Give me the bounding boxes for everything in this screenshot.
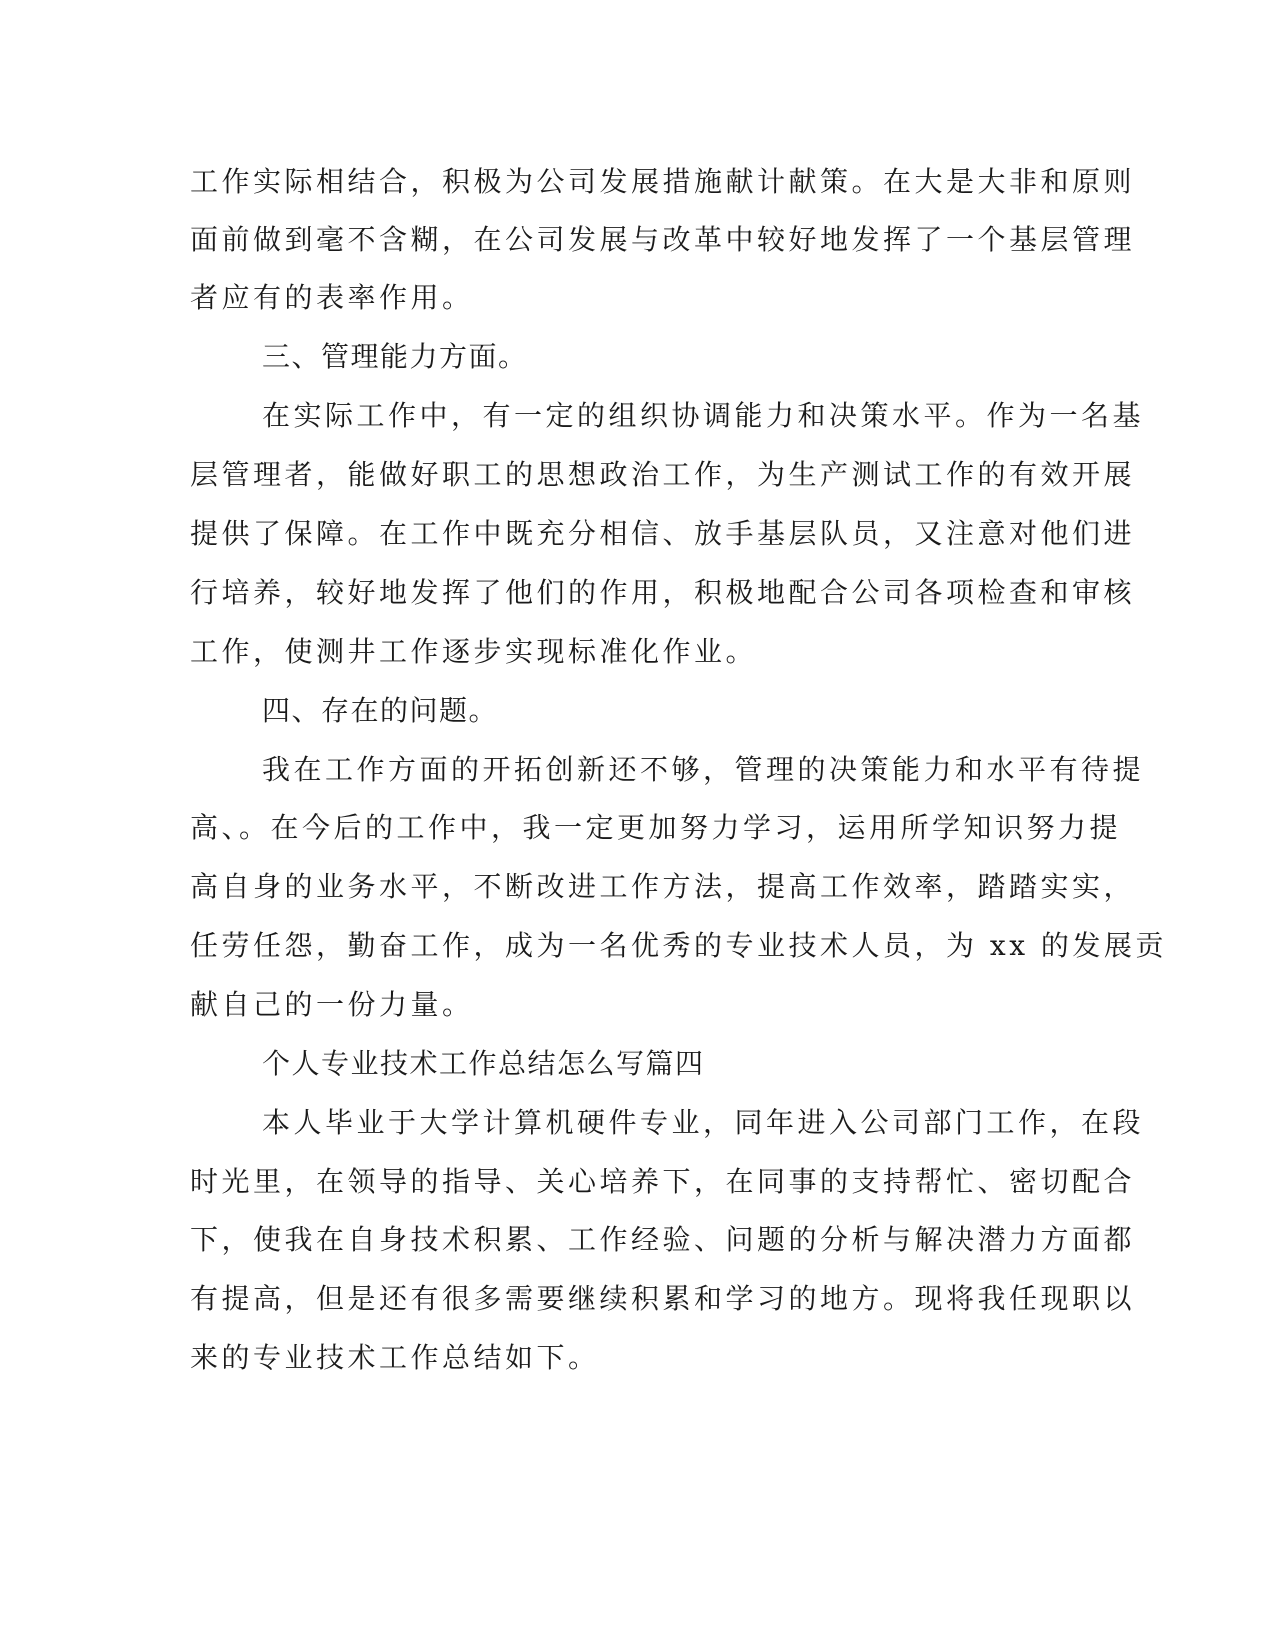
text-line: 在实际工作中，有一定的组织协调能力和决策水平。作为一名基 <box>262 399 1145 432</box>
text-line: 献自己的一份力量。 <box>190 988 474 1021</box>
section-heading: 四、存在的问题。 <box>262 694 499 727</box>
text-line: 高自身的业务水平，不断改进工作方法，提高工作效率，踏踏实实， <box>190 870 1136 903</box>
text-line: 有提高，但是还有很多需要继续积累和学习的地方。现将我任现职以 <box>190 1282 1136 1315</box>
article-title: 个人专业技术工作总结怎么写篇四 <box>262 1047 705 1080</box>
text-line: 下，使我在自身技术积累、工作经验、问题的分析与解决潜力方面都 <box>190 1223 1136 1256</box>
text-line: 者应有的表率作用。 <box>190 281 474 314</box>
text-line: 我在工作方面的开拓创新还不够，管理的决策能力和水平有待提 <box>262 753 1145 786</box>
text-line: 层管理者，能做好职工的思想政治工作，为生产测试工作的有效开展 <box>190 458 1136 491</box>
text-line: 行培养，较好地发挥了他们的作用，积极地配合公司各项检查和审核 <box>190 576 1136 609</box>
text-line: 高、。在今后的工作中，我一定更加努力学习，运用所学知识努力提 <box>190 811 1122 844</box>
text-line: 任劳任怨，勤奋工作，成为一名优秀的专业技术人员，为 xx 的发展贡 <box>190 929 1167 962</box>
text-line: 本人毕业于大学计算机硬件专业，同年进入公司部门工作，在段 <box>262 1106 1145 1139</box>
text-line: 提供了保障。在工作中既充分相信、放手基层队员，又注意对他们进 <box>190 517 1136 550</box>
text-line: 面前做到毫不含糊，在公司发展与改革中较好地发挥了一个基层管理 <box>190 223 1136 256</box>
text-line: 工作，使测井工作逐步实现标准化作业。 <box>190 635 758 668</box>
text-line: 工作实际相结合，积极为公司发展措施献计献策。在大是大非和原则 <box>190 165 1136 198</box>
text-line: 来的专业技术工作总结如下。 <box>190 1341 600 1374</box>
text-line: 时光里，在领导的指导、关心培养下，在同事的支持帮忙、密切配合 <box>190 1165 1136 1198</box>
section-heading: 三、管理能力方面。 <box>262 340 528 373</box>
